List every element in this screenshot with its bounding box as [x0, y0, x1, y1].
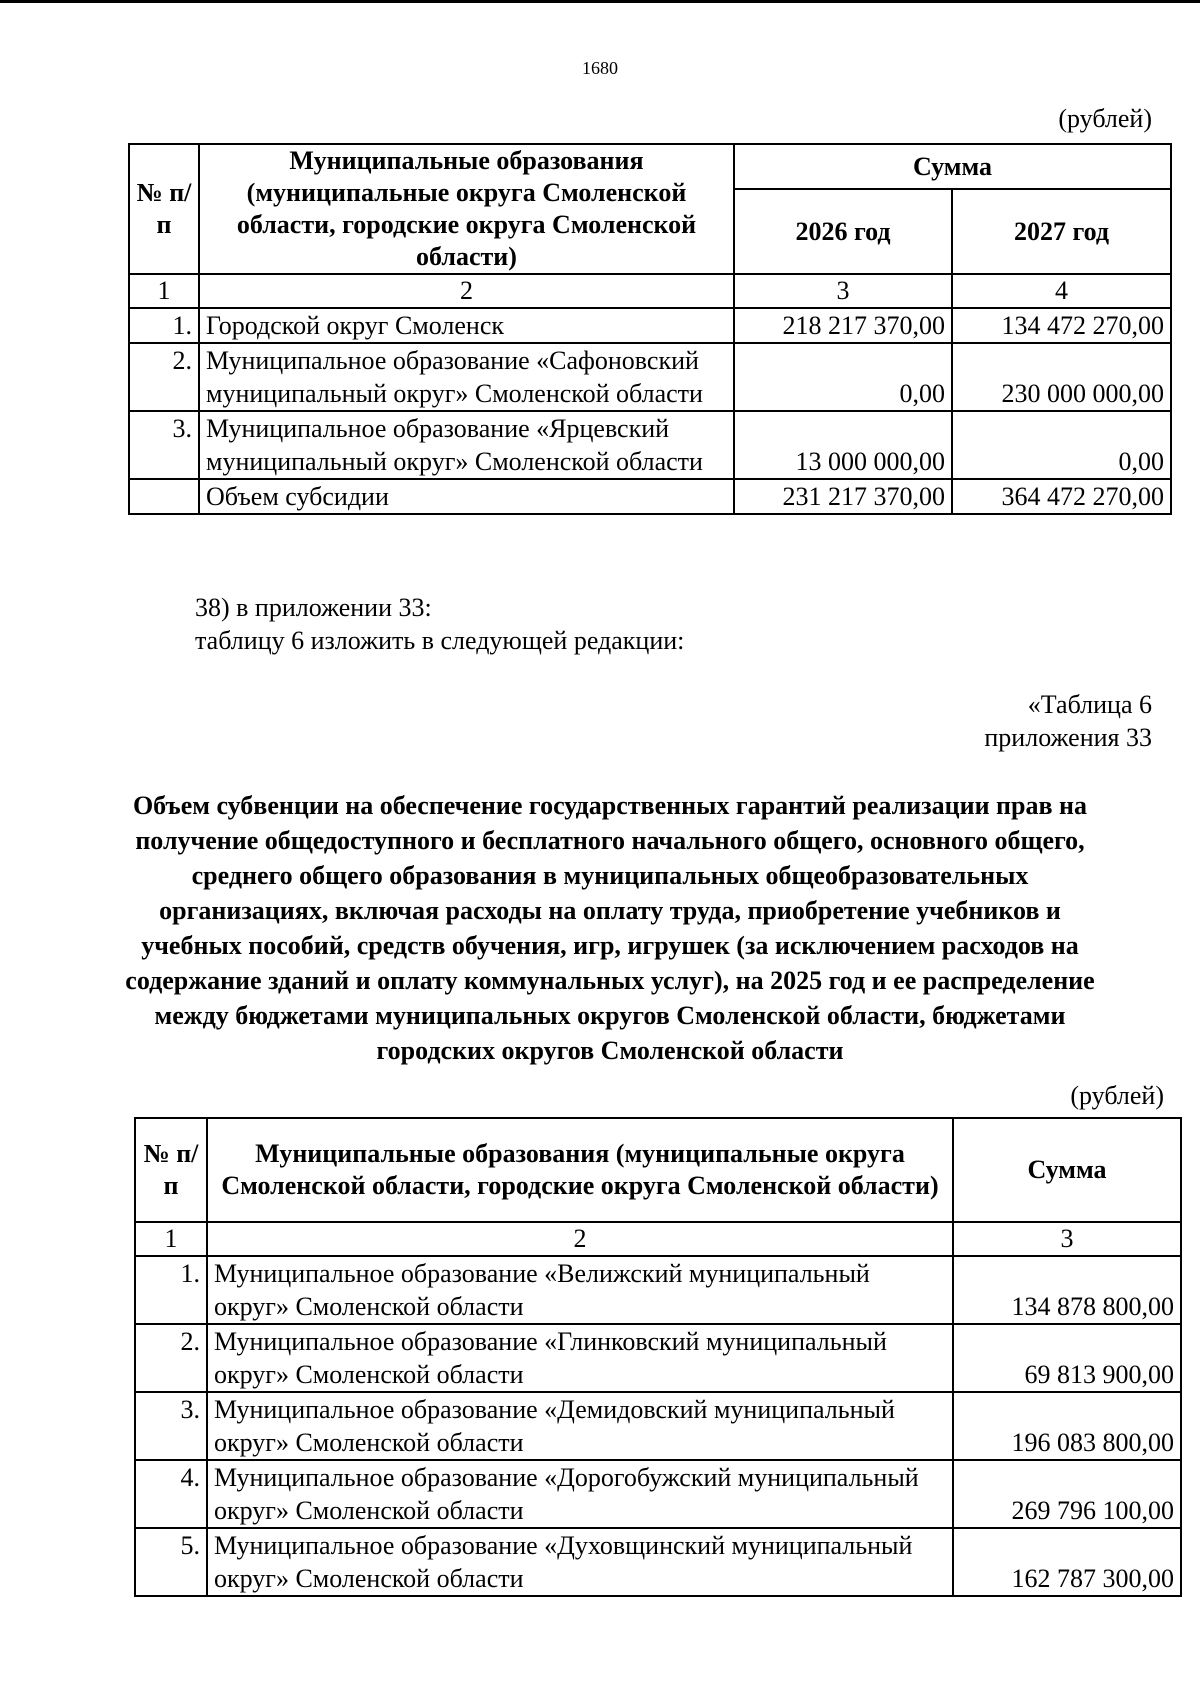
table-total-row	[129, 479, 1171, 514]
row-name: Муниципальное образование «Велижский муниципальный округ» Смоленской области	[207, 1256, 953, 1324]
table1-header-sum: Сумма	[734, 144, 1171, 189]
row-name: Муниципальное образование «Дорогобужский муниципальный округ» Смоленской области	[207, 1460, 953, 1528]
paragraph-table6: таблицу 6 изложить в следующей редакции:	[195, 626, 685, 655]
row-num: 1.	[129, 308, 199, 343]
table-caption-line1: «Таблица 6	[1027, 690, 1152, 719]
row-value-2026: 13 000 000,00	[734, 411, 952, 479]
row-num: 2.	[129, 343, 199, 411]
table2-units: (рублей)	[1070, 1081, 1164, 1110]
table-row	[135, 1528, 1181, 1596]
table1-header-mo: Муниципальные образования (муниципальные округа Смоленской области, городские округа Смоленской области)	[199, 144, 734, 274]
table2-colnum-row	[135, 1222, 1181, 1256]
row-num: 1.	[135, 1256, 207, 1324]
row-num: 5.	[135, 1528, 207, 1596]
table-row	[129, 308, 1171, 343]
table2-colnum: 3	[953, 1222, 1181, 1256]
total-value-2026: 231 217 370,00	[734, 479, 952, 514]
row-num: 2.	[135, 1324, 207, 1392]
row-value-2026: 218 217 370,00	[734, 308, 952, 343]
table1-units: (рублей)	[1058, 104, 1152, 133]
table1-colnum: 1	[129, 274, 199, 308]
row-value-2027: 0,00	[952, 411, 1171, 479]
row-name: Муниципальное образование «Сафоновский муниципальный округ» Смоленской области	[199, 343, 734, 411]
total-num-cell	[129, 479, 199, 514]
table-row	[135, 1460, 1181, 1528]
table-row	[135, 1392, 1181, 1460]
paragraph-38: 38) в приложении 33:	[195, 593, 432, 622]
page-number: 1680	[582, 58, 618, 78]
table2-colnum: 2	[207, 1222, 953, 1256]
row-num: 3.	[129, 411, 199, 479]
table1-header-2026: 2026 год	[734, 189, 952, 274]
table2-header-num: № п/п	[135, 1118, 207, 1222]
table1-colnum: 2	[199, 274, 734, 308]
total-value-2027: 364 472 270,00	[952, 479, 1171, 514]
table-row	[135, 1256, 1181, 1324]
table-caption-line2: приложения 33	[984, 723, 1152, 752]
table1-colnum: 3	[734, 274, 952, 308]
table-caption	[984, 688, 1152, 754]
row-sum: 162 787 300,00	[953, 1528, 1181, 1596]
table1-colnum-row	[129, 274, 1171, 308]
row-sum: 269 796 100,00	[953, 1460, 1181, 1528]
table2-colnum: 1	[135, 1222, 207, 1256]
row-sum: 69 813 900,00	[953, 1324, 1181, 1392]
table-row	[135, 1324, 1181, 1392]
row-value-2026: 0,00	[734, 343, 952, 411]
scan-top-border	[0, 0, 1200, 3]
table1-header-2027: 2027 год	[952, 189, 1171, 274]
table1	[128, 143, 1172, 515]
row-num: 3.	[135, 1392, 207, 1460]
table-row	[129, 343, 1171, 411]
row-name: Муниципальное образование «Демидовский муниципальный округ» Смоленской области	[207, 1392, 953, 1460]
table2-header-mo: Муниципальные образования (муниципальные округа Смоленской области, городские округа Смоленской области)	[207, 1118, 953, 1222]
row-name: Муниципальное образование «Ярцевский муниципальный округ» Смоленской области	[199, 411, 734, 479]
table1-header-num: № п/п	[129, 144, 199, 274]
row-value-2027: 230 000 000,00	[952, 343, 1171, 411]
table-row	[129, 411, 1171, 479]
document-title: Объем субвенции на обеспечение государственных гарантий реализации прав на получение общедоступного и бесплатного начального общего, основного общего, среднего общего образования в муниципальных общеобразовательных организациях, включая расходы на оплату труда, приобретение учебников и учебных пособий, средств обучения, игр, игрушек (за исключением расходов на содержание зданий и оплату коммунальных услуг), на 2025 год и ее распределение между бюджетами муниципальных округов Смоленской области, бюджетами городских округов Смоленской области	[125, 791, 1095, 1065]
row-name: Городской округ Смоленск	[199, 308, 734, 343]
total-label: Объем субсидии	[199, 479, 734, 514]
table1-colnum: 4	[952, 274, 1171, 308]
row-name: Муниципальное образование «Духовщинский муниципальный округ» Смоленской области	[207, 1528, 953, 1596]
table2-header-sum: Сумма	[953, 1118, 1181, 1222]
table2	[134, 1117, 1182, 1597]
row-sum: 196 083 800,00	[953, 1392, 1181, 1460]
row-name: Муниципальное образование «Глинковский муниципальный округ» Смоленской области	[207, 1324, 953, 1392]
row-sum: 134 878 800,00	[953, 1256, 1181, 1324]
row-value-2027: 134 472 270,00	[952, 308, 1171, 343]
row-num: 4.	[135, 1460, 207, 1528]
